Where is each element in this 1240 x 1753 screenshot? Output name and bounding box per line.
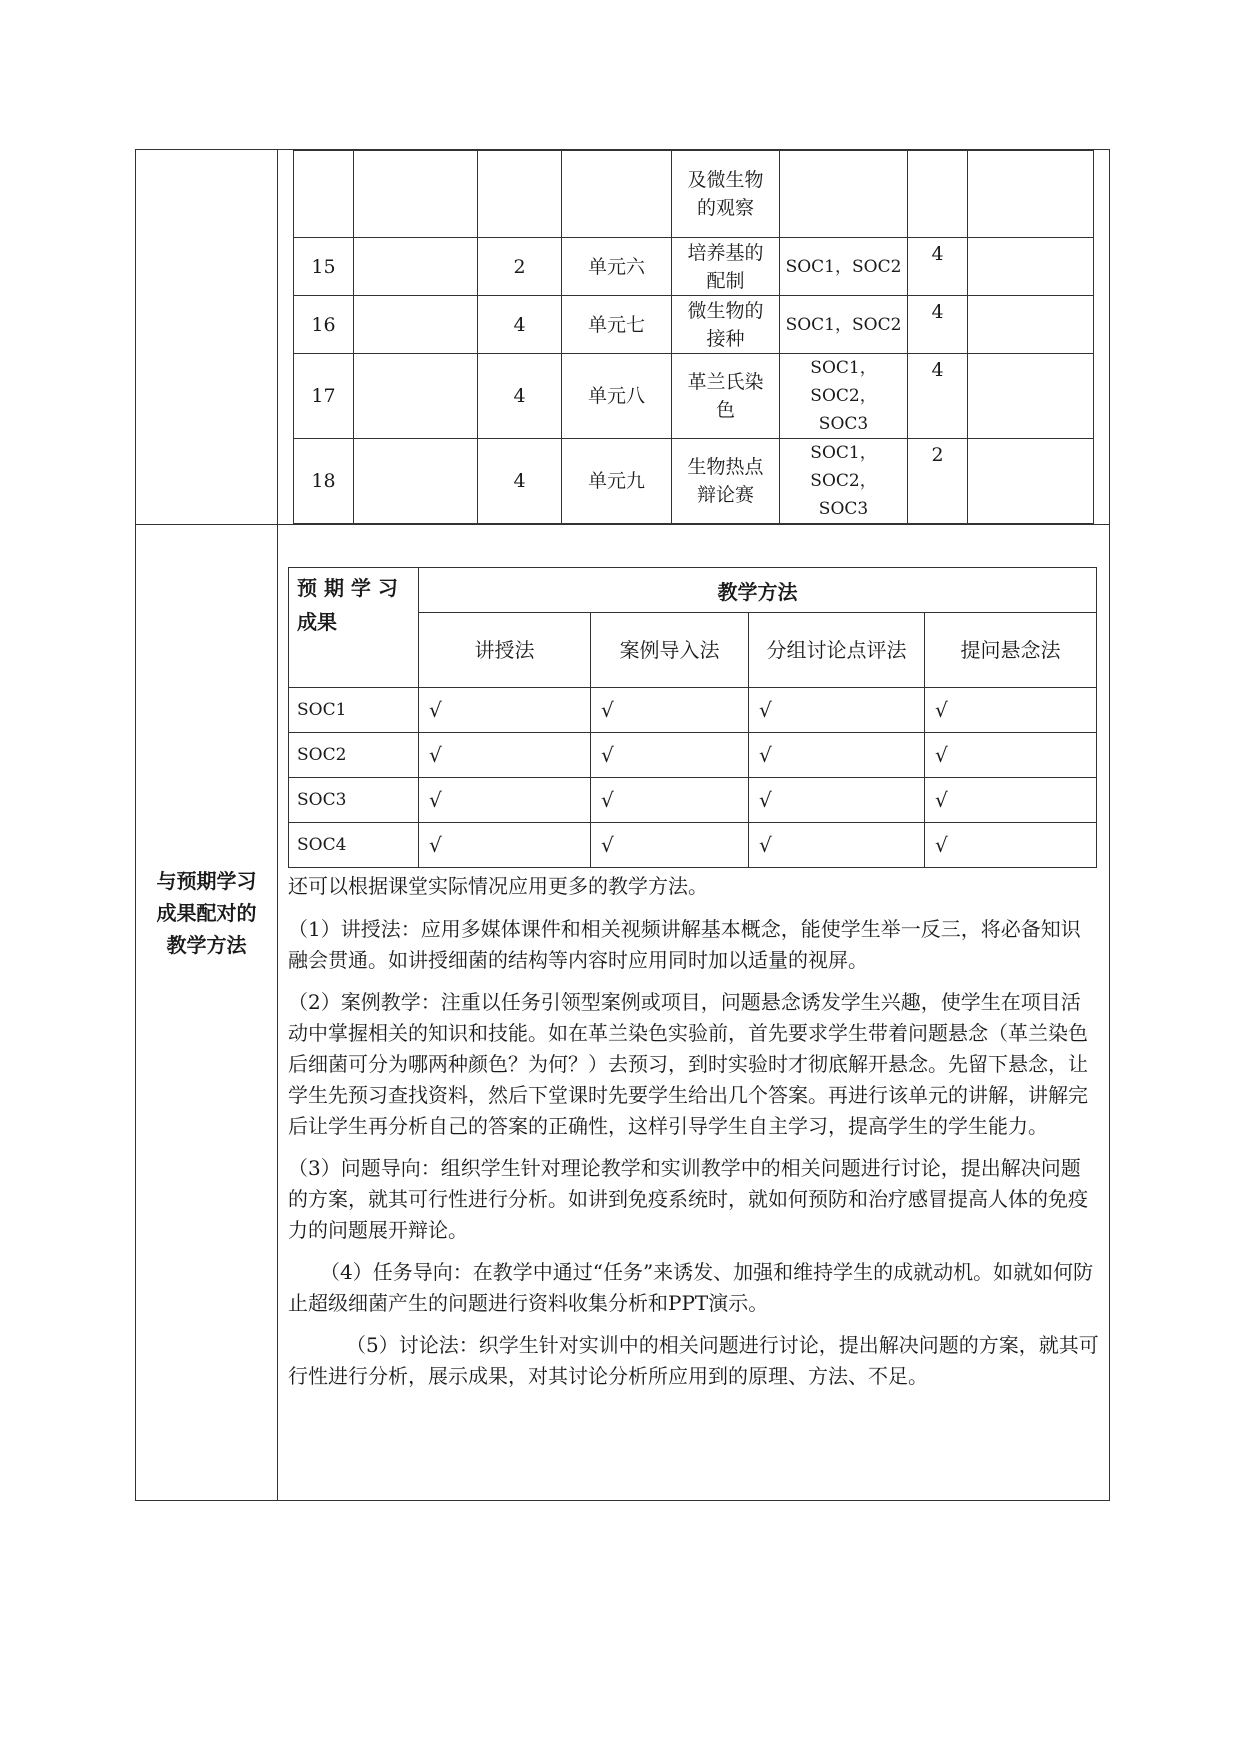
outcome-row [289, 688, 1097, 733]
method-case-header: 案例导入法 [591, 613, 749, 688]
blank-cell [354, 238, 478, 296]
methods-header: 教学方法 [419, 568, 1097, 613]
problem-oriented-paragraph: （3）问题导向：组织学生针对理论教学和实训教学中的相关问题进行讨论，提出解决问题的方案，就其可行性进行分析。如讲到免疫系统时，就如何预防和治疗感冒提高人体的免疫力的问题展开辩论。 [288, 1156, 1088, 1242]
credit-cell [908, 151, 968, 238]
methods-description [278, 871, 1109, 1409]
outcome-header: 预 期 学 习 成果 [289, 568, 419, 688]
check-mark: √ [591, 688, 749, 733]
blank-cell [354, 354, 478, 439]
check-mark: √ [419, 733, 591, 778]
check-mark: √ [925, 688, 1097, 733]
content-cell: 革兰氏染色 [672, 354, 780, 439]
outcome-row [289, 733, 1097, 778]
outcome-label: SOC1 [289, 688, 419, 733]
task-oriented-paragraph: （4）任务导向：在教学中通过“任务”来诱发、加强和维持学生的成就动机。如就如何防止超级细菌产生的问题进行资料收集分析和PPT演示。 [288, 1260, 1094, 1315]
check-mark: √ [419, 688, 591, 733]
week-cell: 17 [294, 354, 354, 439]
hours-cell [478, 151, 562, 238]
unit-cell [562, 151, 672, 238]
teaching-methods-section-row [136, 525, 1110, 1501]
note-cell [968, 238, 1094, 296]
method-group-discussion-header: 分组讨论点评法 [749, 613, 925, 688]
methods-header-row [289, 568, 1097, 613]
check-mark: √ [591, 778, 749, 823]
teaching-methods-content-cell [278, 525, 1110, 1501]
intro-text: 还可以根据课堂实际情况应用更多的教学方法。 [288, 874, 708, 898]
soc-cell: SOC1，SOC2 [780, 296, 908, 354]
unit-cell: 单元六 [562, 238, 672, 296]
check-mark: √ [925, 823, 1097, 868]
methods-table [288, 567, 1097, 868]
check-mark: √ [749, 778, 925, 823]
week-cell [294, 151, 354, 238]
blank-cell [354, 296, 478, 354]
hours-cell: 2 [478, 238, 562, 296]
credit-cell: 4 [908, 296, 968, 354]
note-cell [968, 296, 1094, 354]
soc-cell [780, 151, 908, 238]
content-cell: 微生物的接种 [672, 296, 780, 354]
note-cell [968, 151, 1094, 238]
hours-cell: 4 [478, 439, 562, 524]
outcome-label: SOC2 [289, 733, 419, 778]
blank-cell [354, 439, 478, 524]
check-mark: √ [749, 733, 925, 778]
check-mark: √ [591, 823, 749, 868]
schedule-row [294, 296, 1094, 354]
unit-cell: 单元八 [562, 354, 672, 439]
note-cell [968, 439, 1094, 524]
course-outline-table [135, 149, 1110, 1501]
blank-cell [354, 151, 478, 238]
discussion-method-paragraph: （5）讨论法：织学生针对实训中的相关问题进行讨论，提出解决问题的方案，就其可行性进行分析，展示成果，对其讨论分析所应用到的原理、方法、不足。 [288, 1333, 1099, 1388]
outcome-label: SOC3 [289, 778, 419, 823]
credit-cell: 4 [908, 238, 968, 296]
soc-cell: SOC1，SOC2，SOC3 [780, 439, 908, 524]
soc-cell: SOC1，SOC2，SOC3 [780, 354, 908, 439]
case-teaching-paragraph: （2）案例教学：注重以任务引领型案例或项目，问题悬念诱发学生兴趣，使学生在项目活动中掌握相关的知识和技能。如在革兰染色实验前，首先要求学生带着问题悬念（革兰染色后细菌可分为哪两种颜色？为何？）去预习，到时实验时才彻底解开悬念。先留下悬念，让学生先预习查找资料，然后下堂课时先要学生给出几个答案。再进行该单元的讲解，讲解完后让学生再分析自己的答案的正确性，这样引导学生自主学习，提高学生的学生能力。 [288, 990, 1088, 1138]
check-mark: √ [591, 733, 749, 778]
outcome-row [289, 823, 1097, 868]
method-questioning-header: 提问悬念法 [925, 613, 1097, 688]
check-mark: √ [925, 733, 1097, 778]
credit-cell: 2 [908, 439, 968, 524]
credit-cell: 4 [908, 354, 968, 439]
note-cell [968, 354, 1094, 439]
hours-cell: 4 [478, 296, 562, 354]
schedule-row [294, 354, 1094, 439]
content-cell: 生物热点辩论赛 [672, 439, 780, 524]
check-mark: √ [419, 823, 591, 868]
check-mark: √ [419, 778, 591, 823]
schedule-section-content-cell [278, 150, 1110, 525]
schedule-row [294, 439, 1094, 524]
unit-cell: 单元九 [562, 439, 672, 524]
unit-cell: 单元七 [562, 296, 672, 354]
check-mark: √ [749, 823, 925, 868]
schedule-section-row [136, 150, 1110, 525]
week-cell: 16 [294, 296, 354, 354]
week-cell: 18 [294, 439, 354, 524]
outcome-row [289, 778, 1097, 823]
section-label-cell [136, 525, 278, 1501]
outcome-label: SOC4 [289, 823, 419, 868]
schedule-row [294, 238, 1094, 296]
schedule-row [294, 151, 1094, 238]
week-cell: 15 [294, 238, 354, 296]
method-lecture-header: 讲授法 [419, 613, 591, 688]
schedule-table [293, 150, 1094, 524]
check-mark: √ [749, 688, 925, 733]
lecture-method-paragraph: （1）讲授法：应用多媒体课件和相关视频讲解基本概念，能使学生举一反三，将必备知识融会贯通。如讲授细菌的结构等内容时应用同时加以适量的视屏。 [288, 917, 1081, 972]
soc-cell: SOC1，SOC2 [780, 238, 908, 296]
content-cell: 培养基的配制 [672, 238, 780, 296]
content-cell: 及微生物的观察 [672, 151, 780, 238]
check-mark: √ [925, 778, 1097, 823]
hours-cell: 4 [478, 354, 562, 439]
schedule-section-label-cell [136, 150, 278, 525]
section-label: 与预期学习成果配对的教学方法 [156, 869, 257, 957]
